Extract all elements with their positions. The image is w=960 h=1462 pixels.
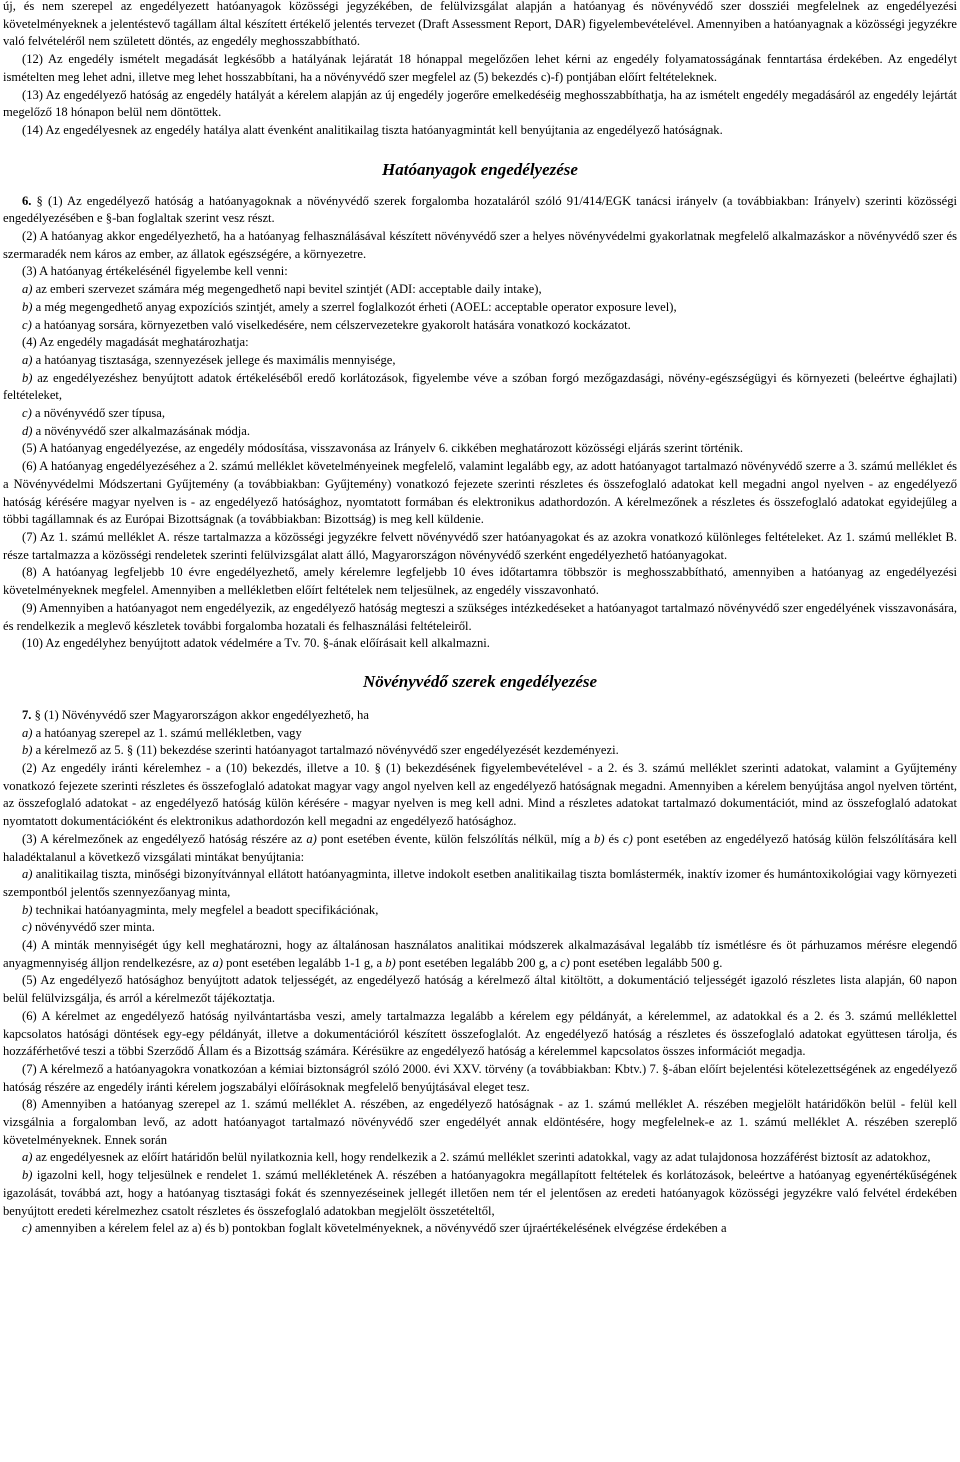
list-item	[3, 370, 957, 405]
p4-text: pont esetében legalább 500 g.	[569, 955, 723, 970]
list-item-letter: c)	[22, 1221, 32, 1236]
p4-text: (4) A minták mennyiségét úgy kell meghatározni, hogy az általánosan használatos analitikai módszerek alkalmazásával legalább tíz ismétlésre és öt párhuzamos mérésre elegendő anyagmennyiség álljon rendelkezésre, az	[3, 938, 957, 970]
section-7-paragraph-7: (7) A kérelmező a hatóanyagokra vonatkozóan a kémiai biztonságról szóló 2000. évi XXV. törvény (a továbbiakban: Kbtv.) 7. §-ában előírt bejelentési kötelezettségének az engedélyező hatóság részére az engedély iránti kérelem jogszabályi előírásoknak megfelelő benyújtásával eleget tesz.	[3, 1061, 957, 1094]
section-7-paragraph-1	[3, 707, 957, 725]
list-item	[3, 866, 957, 901]
list-item	[3, 725, 957, 743]
section-7-paragraph-2: (2) Az engedély iránti kérelemhez - a (10) bekezdés, illetve a 10. § (1) bekezdésének figyelembevételével - a 2. és 3. számú melléklet szerinti adatokat, valamint a Gyűjtemény vonatkozó fejezete szerinti részletes és összefoglaló adatokat magyar vagy angol nyelven kell az engedélyező hatóságnak megadni. Amennyiben a kérelem benyújtása angol nyelven történt, az összefoglaló adatokat - az engedélyező hatóság külön kérésére - magyar nyelven is meg kell adni. Mind a részletes adatokat tartalmazó dokumentációt, mind az összefoglaló adatokat nyomtatott dokumentációként és elektronikus adathordozón kell megadni az engedélyező hatósághoz.	[3, 761, 957, 829]
intro-paragraph: (13) Az engedélyező hatóság az engedély hatályát a kérelem alapján az új engedély jogerőre emelkedéséig meghosszabbíthatja, ha az ismételt engedély megadásáról az engedély lejártát megelőző 18 hónapon belül nem döntöttek.	[3, 87, 957, 120]
section-6-paragraph-9: (9) Amennyiben a hatóanyagot nem engedélyezik, az engedélyező hatóság megteszi a szükséges intézkedéseket a hatóanyagot tartalmazó növényvédő szer engedélyének visszavonására, és rendelkezik a meglevő készletek további forgalomba hozatali és felhasználási feltételeiről.	[3, 600, 957, 633]
list-item-letter: b)	[22, 370, 33, 385]
section-7-paragraph-3	[3, 831, 957, 866]
p3-text: és	[604, 831, 623, 846]
list-item-text: növényvédő szer minta.	[34, 920, 155, 935]
list-item-letter: b)	[22, 902, 33, 917]
list-item-letter: c)	[22, 920, 32, 935]
list-item	[3, 317, 957, 335]
p4-text: pont esetében legalább 1-1 g, a	[222, 955, 386, 970]
section-6-number: 6.	[22, 193, 32, 208]
list-item	[3, 919, 957, 937]
list-item	[3, 742, 957, 760]
list-item-text: amennyiben a kérelem felel az a) és b) pontokban foglalt követelményeknek, a növényvédő szer újraértékelésének elvégzése érdekében a	[34, 1221, 727, 1236]
section-6-paragraph-1	[3, 193, 957, 228]
list-item-text: a hatóanyag sorsára, környezetben való viselkedésére, nem célszervezetekre gyakorolt hatására vonatkozó kockázatot.	[34, 317, 631, 332]
intro-paragraph: (12) Az engedély ismételt megadását legkésőbb a hatályának lejáratát 18 hónappal megelőzően lehet kérni az engedély folyamatosságának fenntartása érdekében. Az engedélyt ismételten meg lehet adni, illetve meg lehet hosszabbítani, ha a növényvédő szer megfelel az (5) bekezdés c)-f) pontjában előírt feltételeknek.	[3, 52, 957, 84]
section-7-sign: §	[34, 707, 41, 722]
section-6-paragraph-6: (6) A hatóanyag engedélyezéséhez a 2. számú melléklet követelményeinek megfelelő, valamint legalább egy, az adott hatóanyagot tartalmazó növényvédő szerre a 3. számú melléklet és a Növényvédelmi Módszertani Gyűjtemény (a továbbiakban: Gyűjtemény) vonatkozó fejezete szerinti részletes és összefoglaló adatokat kell megadni angol nyelven - az engedélyező hatóság kérésére magyar nyelven is - az engedélyező hatósághoz, nyomtatott formában és elektronikus adathordozón. A kérelmezőnek a részletes és összefoglaló adatokat egyidejűleg a többi tagállamnak és az Európai Bizottságnak (a továbbiakban: Bizottság) is meg kell küldenie.	[3, 459, 957, 527]
list-item-text: az engedélyezéshez benyújtott adatok értékeléséből eredő korlátozások, figyelembe véve a szóban forgó mezőgazdasági, növény-egészségügyi és környezeti (beleértve éghajlati) feltételeket,	[3, 370, 957, 403]
list-item-text: a hatóanyag tisztasága, szennyezések jellege és maximális mennyisége,	[35, 352, 396, 367]
list-item-letter: b)	[22, 1168, 33, 1183]
p4-text: pont esetében legalább 200 g, a	[395, 955, 561, 970]
p3-text: (3) A kérelmezőnek az engedélyező hatóság részére az	[22, 831, 307, 846]
list-item-letter: a)	[22, 352, 33, 367]
list-item-letter: c)	[22, 406, 32, 421]
section-6-paragraph-4: (4) Az engedély magadását meghatározhatja:	[22, 335, 249, 350]
list-item-letter: a)	[22, 1150, 33, 1165]
list-item	[3, 1167, 957, 1220]
p3-ref-a: a)	[306, 831, 317, 846]
section-7-paragraph-5: (5) Az engedélyező hatósághoz benyújtott adatok teljességét, az engedélyező hatóság a kérelmező által kitöltött, a dokumentáció teljességét igazoló részletes lista alapján, 60 napon belül felülvizsgálja, és arról a kérelmezőt tájékoztatja.	[3, 973, 957, 1006]
list-item-text: analitikailag tiszta, minőségi bizonyítvánnyal ellátott hatóanyagminta, illetve indokolt esetben analitikailag tiszta bomlástermék, inaktív izomer és humántoxikológiai vagy környezeti szempontból jelentős szennyezőanyag minta,	[3, 867, 957, 899]
list-item	[3, 281, 957, 299]
list-item-text: a még megengedhető anyag expozíciós szintjét, amely a szerrel foglalkozót érheti (AOEL: acceptable operator exposure level),	[35, 299, 677, 314]
section-6-paragraph-10: (10) Az engedélyhez benyújtott adatok védelmére a Tv. 70. §-ának előírásait kell alkalmazni.	[22, 636, 490, 651]
section-6-paragraph-8: (8) A hatóanyag legfeljebb 10 évre engedélyezhető, amely kérelemre legfeljebb 10 éves időtartamra többször is meghosszabbítható, amennyiben a hatóanyag az engedélyezési követelményeknek megfelel. Amennyiben a mellékletben előírt feltételek nem teljesülnek, az engedély visszavonható.	[3, 565, 957, 598]
p4-ref-a: a)	[212, 955, 223, 970]
section-7-number: 7.	[22, 707, 32, 722]
section-heading-plant-protection-products: Növényvédő szerek engedélyezése	[362, 671, 598, 691]
list-item-text: a hatóanyag szerepel az 1. számú mellékletben, vagy	[35, 725, 302, 740]
p3-ref-c: c)	[622, 831, 633, 846]
list-item	[3, 405, 957, 423]
list-item	[3, 352, 957, 370]
p3-text: pont esetében az engedélyező hatóság külön felszólítására kell haladéktalanul a következő vizsgálati mintákat benyújtania:	[3, 831, 958, 864]
list-item	[3, 423, 957, 441]
section-7-p1-text: (1) Növényvédő szer Magyarországon akkor engedélyezhető, ha	[44, 707, 369, 722]
list-item-text: igazolni kell, hogy teljesülnek e rendelet 1. számú mellékletének A. részében a hatóanyagokra megállapított feltételek és korlátozások, beleértve a hatóanyag egyenértékűségének igazolását, továbbá azt, hogy a hatóanyag tisztasági fokát és szennyezéseinek jellegét illetően nem tér el jelentősen az eredeti hatóanyagok közösségi jegyzékre való felvétel érdekében benyújtott eredeti kérelmezhez csatolt részletes és összefoglaló adatokban megjelölt összetételtől,	[3, 1168, 957, 1218]
intro-paragraph: (14) Az engedélyesnek az engedély hatálya alatt évenként analitikailag tiszta hatóanyagmintát kell benyújtania az engedélyező hatóságnak.	[22, 122, 723, 137]
list-item	[3, 299, 957, 317]
list-item-letter: b)	[22, 743, 33, 758]
section-6-p1-text: (1) Az engedélyező hatóság a hatóanyagoknak a növényvédő szerek forgalomba hozataláról szóló 91/414/EGK tanácsi irányelv (a továbbiakban: Irányelv) szerinti közösségi engedélyezésében e §-ban foglaltak szerint vesz részt.	[3, 193, 957, 226]
intro-paragraph: új, és nem szerepel az engedélyezett hatóanyagok közösségi jegyzékében, de felülvizsgálat alapján a hatóanyag és növényvédő szer dossziéi megfelelnek az engedélyezési követelményeknek a jelentéstevő tagállam által készített értékelő jelentés tervezet (Draft Assessment Report, DAR) figyelembevételével. Amennyiben a hatóanyagnak a közösségi jegyzékre való felvételéről nem született döntés, az engedély meghosszabbítható.	[3, 0, 957, 49]
list-item-letter: a)	[22, 725, 33, 740]
list-item-letter: b)	[22, 299, 33, 314]
list-item	[3, 1220, 957, 1238]
list-item-text: a növényvédő szer típusa,	[34, 406, 166, 421]
section-heading-active-substances: Hatóanyagok engedélyezése	[382, 159, 578, 179]
list-item-text: az emberi szervezet számára még megengedhető napi bevitel szintjét (ADI: acceptable daily intake),	[35, 282, 542, 297]
section-7-paragraph-4	[3, 937, 957, 972]
section-7-paragraph-8: (8) Amennyiben a hatóanyag szerepel az 1. számú melléklet A. részében, az engedélyező hatóságnak - az 1. számú melléklet A. részében megjelölt határidőkön belül - felül kell vizsgálnia a forgalomban levő, az adott hatóanyagot tartalmazó növényvédő szer engedélyét annak eldöntésére, hogy megfelelnek-e az 1. számú melléklet A. részében szereplő követelményeknek. Ennek során	[3, 1097, 957, 1147]
p4-ref-c: c)	[560, 955, 570, 970]
list-item	[3, 1149, 957, 1167]
list-item-letter: a)	[22, 867, 33, 882]
section-6-paragraph-3: (3) A hatóanyag értékelésénél figyelembe kell venni:	[22, 264, 288, 279]
list-item-text: a növényvédő szer alkalmazásának módja.	[35, 423, 251, 438]
list-item-text: az engedélyesnek az előírt határidőn belül nyilatkoznia kell, hogy rendelkezik a 2. számú melléklet szerinti adatokkal, vagy az adat tulajdonosa hozzáférést biztosít az adatokhoz,	[35, 1150, 931, 1165]
section-6-paragraph-2: (2) A hatóanyag akkor engedélyezhető, ha a hatóanyag felhasználásával készített növényvédő szer a helyes növényvédelmi gyakorlatnak megfelelő alkalmazáskor a növényvédő szer és szermaradék nem káros az ember, az állatok egészségére, a környezetre.	[3, 229, 957, 261]
p4-ref-b: b)	[385, 955, 396, 970]
list-item-letter: d)	[22, 423, 33, 438]
list-item-text: a kérelmező az 5. § (11) bekezdése szerinti hatóanyagot tartalmazó növényvédő szer engedélyezését kezdeményezi.	[35, 743, 619, 758]
section-6-paragraph-5: (5) A hatóanyag engedélyezése, az engedély módosítása, visszavonása az Irányelv 6. cikkében meghatározott közösségi eljárás szerint történik.	[22, 441, 744, 456]
section-6-sign: §	[36, 193, 43, 208]
list-item	[3, 902, 957, 920]
list-item-letter: c)	[22, 317, 32, 332]
p3-ref-b: b)	[594, 831, 605, 846]
list-item-text: technikai hatóanyagminta, mely megfelel a beadott specifikációnak,	[35, 902, 379, 917]
section-6-paragraph-7: (7) Az 1. számú melléklet A. része tartalmazza a közösségi jegyzékre felvett növényvédő szer hatóanyagokat és az azokra vonatkozó különleges feltételeket. Az 1. számú melléklet B. része tartalmazza a közösségi rendeletek szerinti felülvizsgálat alatt álló, Magyarországon növényvédő szerként engedélyezhető hatóanyagokat.	[3, 529, 957, 562]
section-7-paragraph-6: (6) A kérelmet az engedélyező hatóság nyilvántartásba veszi, amely tartalmazza legalább a kérelem egy példányát, a kérelemmel, az adatokkal és a 2. és 3. számú melléklettel kapcsolatos hatósági döntések egy-egy példányát, illetve a dokumentációról készített összefoglalót. Az engedélyező hatóság a részletes és összefoglaló adatokat együttesen tárolja, és hozzáférhetővé teszi a többi Szerződő Állam és a Bizottság számára. Kérésükre az engedélyező hatóság a kérelemmel kapcsolatos összes információt megadja.	[3, 1008, 957, 1059]
list-item-letter: a)	[22, 282, 33, 297]
p3-text: pont esetében évente, külön felszólítás nélkül, míg a	[316, 831, 595, 846]
